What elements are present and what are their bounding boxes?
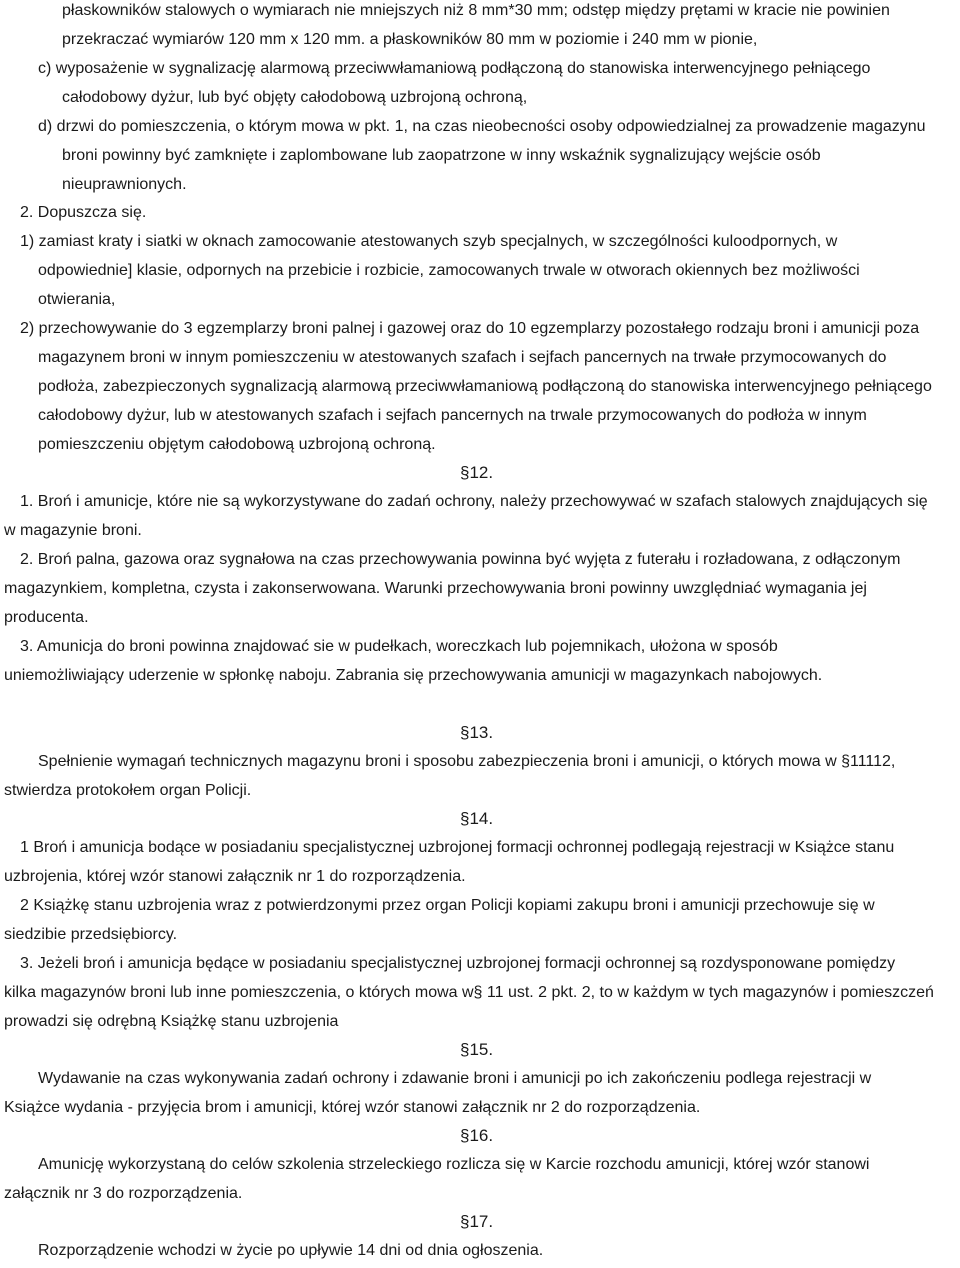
section-heading: §12. <box>460 463 494 482</box>
text-line: załącznik nr 3 do rozporządzenia. <box>4 1185 243 1202</box>
text-line: magazynkiem, kompletna, czysta i zakonserwowana. Warunki przechowywania broni powinny uwzględniać wymagania jej <box>4 580 867 597</box>
text-line: Amunicję wykorzystaną do celów szkolenia strzeleckiego rozlicza się w Karcie rozchodu amunicji, której wzór stanowi <box>38 1156 870 1173</box>
text-line: Spełnienie wymagań technicznych magazynu broni i sposobu zabezpieczenia broni i amunicji, o których mowa w §11112, <box>38 753 896 770</box>
text-line: odpowiednie] klasie, odpornych na przebicie i rozbicie, zamocowanych trwale w otworach okiennych bez możliwości <box>38 262 860 279</box>
text-line: kilka magazynów broni lub inne pomieszczenia, o których mowa w§ 11 ust. 2 pkt. 2, to w każdym w tych magazynów i pomieszczeń <box>4 984 934 1001</box>
text-line: Rozporządzenie wchodzi w życie po upływie 14 dni od dnia ogłoszenia. <box>38 1242 544 1259</box>
text-line: broni powinny być zamknięte i zaplombowane lub zaopatrzone w inny wskaźnik sygnalizujący wejście osób <box>62 147 821 164</box>
section-heading: §15. <box>460 1040 494 1059</box>
text-line: c) wyposażenie w sygnalizację alarmową przeciwwłamaniową podłączoną do stanowiska interwencyjnego pełniącego <box>38 60 871 77</box>
text-line: 3. Amunicja do broni powinna znajdować sie w pudełkach, woreczkach lub pojemnikach, ułożona w sposób <box>20 638 778 655</box>
text-line: nieuprawnionych. <box>62 176 187 193</box>
text-line: uzbrojenia, której wzór stanowi załącznik nr 1 do rozporządzenia. <box>4 868 466 885</box>
text-line: przekraczać wymiarów 120 mm x 120 mm. a płaskowników 80 mm w poziomie i 240 mm w pionie, <box>62 31 758 48</box>
text-line: d) drzwi do pomieszczenia, o którym mowa w pkt. 1, na czas nieobecności osoby odpowiedzialnej za prowadzenie magazynu <box>38 118 926 135</box>
text-line: prowadzi się odrębną Książkę stanu uzbrojenia <box>4 1013 339 1030</box>
section-heading: §17. <box>460 1212 494 1231</box>
text-line: całodobowy dyżur, lub być objęty całodobową uzbrojoną ochroną, <box>62 89 528 106</box>
text-line: Książce wydania - przyjęcia brom i amunicji, której wzór stanowi załącznik nr 2 do rozporządzenia. <box>4 1099 701 1116</box>
text-line: siedzibie przedsiębiorcy. <box>4 926 178 943</box>
text-line: Wydawanie na czas wykonywania zadań ochrony i zdawanie broni i amunicji po ich zakończeniu podlega rejestracji w <box>38 1070 872 1087</box>
text-line: producenta. <box>4 609 89 626</box>
section-heading: §16. <box>460 1126 494 1145</box>
text-line: podłoża, zabezpieczonych sygnalizacją alarmową przeciwwłamaniową podłączoną do stanowiska interwencyjnego pełniącego <box>38 378 932 395</box>
text-line: magazynem broni w innym pomieszczeniu w atestowanych szafach i sejfach pancernych na trwałe przymocowanych do <box>38 349 887 366</box>
section-heading: §14. <box>460 809 494 828</box>
text-line: stwierdza protokołem organ Policji. <box>4 782 252 799</box>
text-line: otwierania, <box>38 291 116 308</box>
text-line: w magazynie broni. <box>4 522 142 539</box>
text-line: 2) przechowywanie do 3 egzemplarzy broni palnej i gazowej oraz do 10 egzemplarzy pozostałego rodzaju broni i amunicji poza <box>20 320 920 337</box>
text-line: 1) zamiast kraty i siatki w oknach zamocowanie atestowanych szyb specjalnych, w szczególności kuloodpornych, w <box>20 233 838 250</box>
section-heading: §13. <box>460 723 494 742</box>
text-line: 1. Broń i amunicje, które nie są wykorzystywane do zadań ochrony, należy przechowywać w szafach stalowych znajdujących się <box>20 493 928 510</box>
text-line: 2 Książkę stanu uzbrojenia wraz z potwierdzonymi przez organ Policji kopiami zakupu broni i amunicji przechowuje się w <box>20 897 875 914</box>
text-line: pomieszczeniu objętym całodobową uzbrojoną ochroną. <box>38 436 436 453</box>
text-line: uniemożliwiający uderzenie w spłonkę naboju. Zabrania się przechowywania amunicji w magazynkach nabojowych. <box>4 667 823 684</box>
text-line: 2. Dopuszcza się. <box>20 204 147 221</box>
text-line: całodobowy dyżur, lub w atestowanych szafach i sejfach pancernych na trwale przymocowanych do podłoża w innym <box>38 407 867 424</box>
text-line: 1 Broń i amunicja bodące w posiadaniu specjalistycznej uzbrojonej formacji ochronnej podlegają rejestracji w Książce stanu <box>20 839 895 856</box>
text-line: płaskowników stalowych o wymiarach nie mniejszych niż 8 mm*30 mm; odstęp między prętami w kracie nie powinien <box>62 2 890 19</box>
text-line: 3. Jeżeli broń i amunicja będące w posiadaniu specjalistycznej uzbrojonej formacji ochronnej są rozdysponowane pomiędzy <box>20 955 896 972</box>
text-line: 2. Broń palna, gazowa oraz sygnałowa na czas przechowywania powinna być wyjęta z futerału i rozładowana, z odłączonym <box>20 551 901 568</box>
